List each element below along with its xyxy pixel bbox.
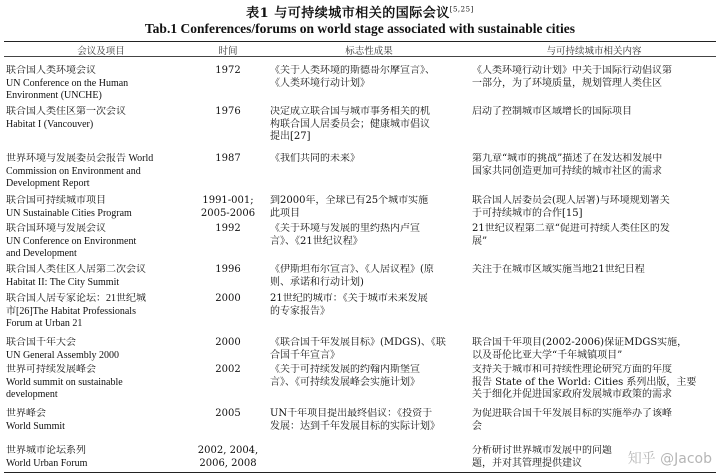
year-cell: 1992 [215, 223, 241, 234]
watermark-text: 知乎 @Jacob [627, 451, 712, 467]
year-cell: 1972 [215, 65, 241, 76]
table-title-en: Tab.1 Conferences/forums on world stage associated with sustainable cities [144, 21, 576, 36]
outcome-cell: 《我们共同的未来》 [270, 153, 360, 164]
year-cell: 1987 [215, 153, 241, 164]
content-cell: 联合国千年项目(2002-2006)保证MDGS实施， 以及哥伦比亚大学“千年城镇项目” [472, 337, 688, 361]
content-cell: 第九章“城市的挑战”描述了在发达和发展中 国家共同创造更加可持续的城市社区的需求 [472, 153, 663, 177]
header-content: 与可持续城市相关内容 [546, 46, 642, 57]
header-year: 时间 [218, 46, 238, 57]
content-cell: 联合国人居委员会(现人居署)与环境规划署关 于可持续城市的合作[15] [472, 195, 670, 219]
outcome-cell: 《关于可持续发展的约翰内斯堡宣 言》、《可持续发展峰会实施计划》 [270, 364, 420, 388]
bottom-rule [4, 472, 716, 473]
outcome-cell: 《伊斯坦布尔宣言》、《人居议程》(原 则、承诺和行动计划) [270, 264, 434, 288]
year-cell: 2000 [215, 337, 241, 348]
event-cell: 联合国人类住区第一次会议 Habitat I (Vancouver) [6, 106, 126, 130]
event-cell: 联合国人类住区人居第二次会议 Habitat II: The City Summit [6, 264, 146, 288]
header-event: 会议及项目 [77, 46, 125, 57]
event-cell: 联合国千年大会 UN General Assembly 2000 [6, 337, 120, 361]
year-cell: 2002, 2004, 2006, 2008 [197, 445, 259, 469]
event-cell: 世界环境与发展委员会报告 World Commission on Environment and Development Report [6, 153, 154, 190]
content-cell: 启动了控制城市区域增长的国际项目 [472, 106, 632, 117]
event-cell: 联合国人居专家论坛：21世纪城 市[26]The Habitat Professionals Forum at Urban 21 [6, 293, 146, 330]
content-cell: 《人类环境行动计划》中关于国际行动倡议第 一部分，为了环境质量，规划管理人类住区 [472, 65, 672, 89]
year-cell: 1976 [215, 106, 241, 117]
outcome-cell: 《联合国千年发展目标》(MDGS)、《联 合国千年宣言》 [270, 337, 446, 361]
content-cell: 支持关于城市和可持续性理论研究方面的年度 报告 State of the World: Cities 系列出版，主要 关于细化并促进国家政府发展城市政策的需求 [472, 364, 697, 401]
year-cell: 1996 [215, 264, 241, 275]
event-cell: 联合国环境与发展会议 UN Conference on Environment and Development [6, 223, 137, 260]
outcome-cell: 《关于人类环境的斯德哥尔摩宣言》、 《人类环境行动计划》 [270, 65, 435, 89]
content-cell: 21世纪议程第二章“促进可持续人类住区的发 展” [472, 223, 670, 247]
content-cell: 分析研讨世界城市发展中的问题 题，并对其管理提供建议 [472, 445, 612, 469]
year-cell: 1991-001; 2005-2006 [200, 195, 256, 219]
top-rule [4, 41, 716, 42]
year-cell: 2005 [215, 408, 241, 419]
outcome-cell: 到2000年，全球已有25个城市实施 此项目 [270, 195, 429, 219]
outcome-cell: 《关于环境与发展的里约热内卢宣 言》、《21世纪议程》 [270, 223, 420, 247]
outcome-cell: 21世纪的城市：《关于城市未来发展 的专家报告》 [270, 293, 428, 317]
header-outcome: 标志性成果 [345, 46, 393, 57]
outcome-cell: UN千年项目提出最终倡议：《投资于 发展：达到千年发展目标的实际计划》 [270, 408, 440, 432]
outcome-cell: 决定成立联合国与城市事务相关的机 构联合国人居委员会；健康城市倡议 提出[27] [270, 106, 430, 143]
event-cell: 世界峰会 World Summit [6, 408, 65, 432]
year-cell: 2002 [215, 364, 241, 375]
content-cell: 关注于在城市区域实施当地21世纪日程 [472, 264, 645, 275]
event-cell: 世界可持续发展峰会 World summit on sustainable development [6, 364, 123, 401]
event-cell: 联合国人类环境会议 UN Conference on the Human Environment (UNCHE) [6, 65, 129, 102]
table-title-cn: 表1 与可持续城市相关的国际会议[5,25] [246, 5, 474, 21]
content-cell: 为促进联合国千年发展目标的实施举办了该峰 会 [472, 408, 672, 432]
year-cell: 2000 [215, 293, 241, 304]
header-rule [4, 56, 716, 57]
event-cell: 世界城市论坛系列 World Urban Forum [6, 445, 88, 469]
event-cell: 联合国可持续城市项目 UN Sustainable Cities Program [6, 195, 132, 219]
